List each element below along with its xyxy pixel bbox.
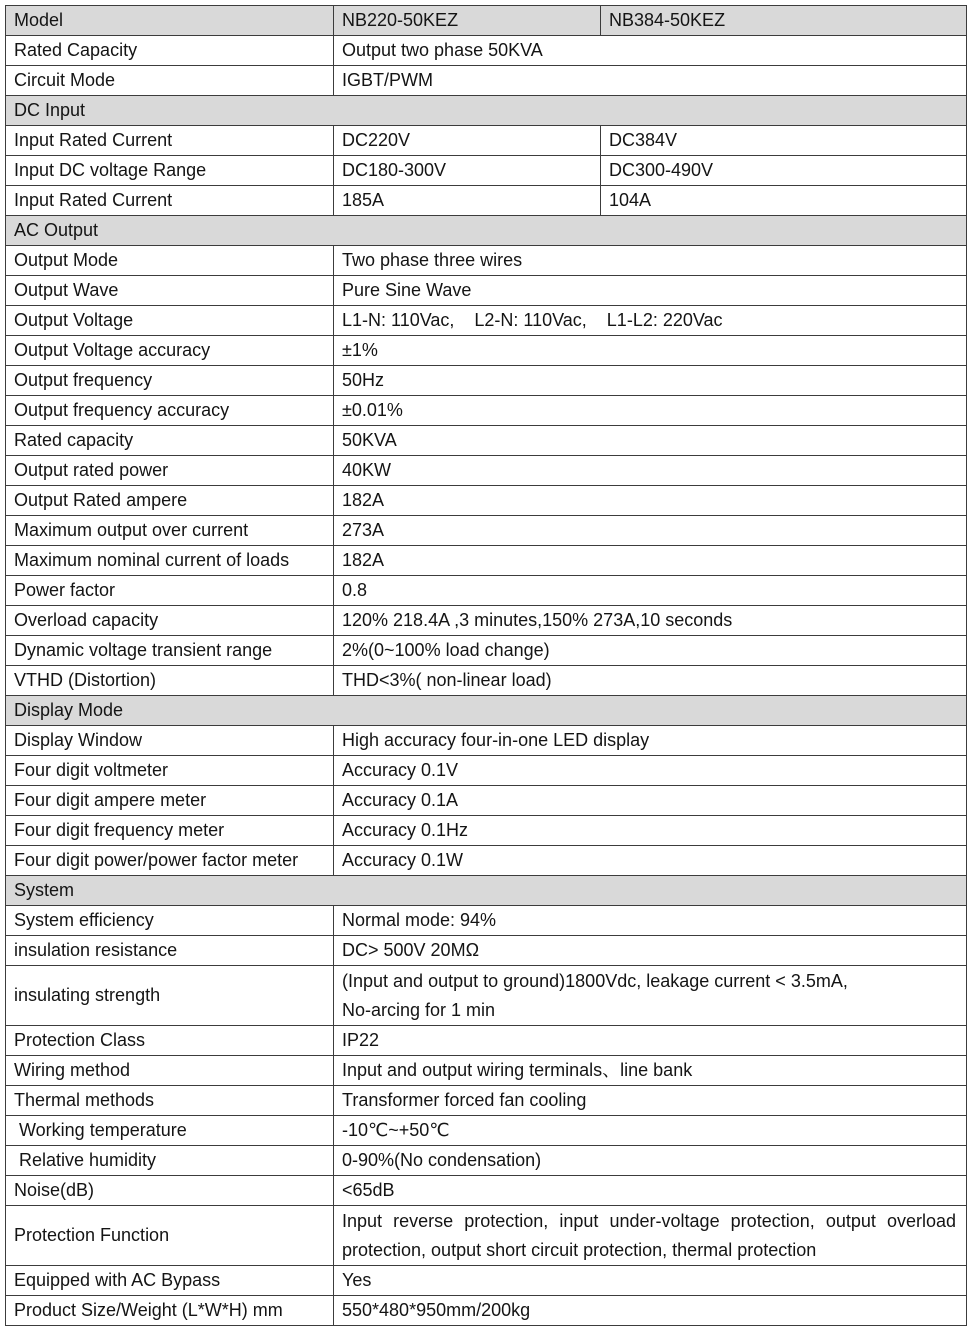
- spec-label: Wiring method: [6, 1056, 334, 1086]
- spec-value: Input reverse protection, input under-voltage protection, output overload protection, output short circuit protection, thermal protection: [334, 1206, 967, 1266]
- spec-row-product-size-weight-l-w-h-mm: [6, 1296, 967, 1326]
- spec-label: Four digit voltmeter: [6, 756, 334, 786]
- model-label: Model: [6, 6, 334, 36]
- spec-label: Product Size/Weight (L*W*H) mm: [6, 1296, 334, 1326]
- spec-row-output-mode: [6, 246, 967, 276]
- spec-row-insulation-resistance: [6, 936, 967, 966]
- spec-label: Input Rated Current: [6, 126, 334, 156]
- spec-value: THD<3%( non-linear load): [334, 666, 967, 696]
- spec-row-output-voltage-accuracy: [6, 336, 967, 366]
- spec-value: <65dB: [334, 1176, 967, 1206]
- spec-label: Power factor: [6, 576, 334, 606]
- spec-label: Input DC voltage Range: [6, 156, 334, 186]
- spec-label: Input Rated Current: [6, 186, 334, 216]
- spec-label: Output Voltage accuracy: [6, 336, 334, 366]
- spec-label: Rated Capacity: [6, 36, 334, 66]
- spec-value: Transformer forced fan cooling: [334, 1086, 967, 1116]
- spec-label: Rated capacity: [6, 426, 334, 456]
- spec-label: Output frequency accuracy: [6, 396, 334, 426]
- model-nb384: NB384-50KEZ: [601, 6, 967, 36]
- spec-row-protection-function: [6, 1206, 967, 1266]
- spec-value: Accuracy 0.1W: [334, 846, 967, 876]
- spec-label: Output rated power: [6, 456, 334, 486]
- spec-value: IP22: [334, 1026, 967, 1056]
- spec-row-overload-capacity: [6, 606, 967, 636]
- model-nb220: NB220-50KEZ: [334, 6, 601, 36]
- spec-label: Equipped with AC Bypass: [6, 1266, 334, 1296]
- spec-value: ±1%: [334, 336, 967, 366]
- spec-label: Output Voltage: [6, 306, 334, 336]
- spec-row-input-dc-voltage-range: [6, 156, 967, 186]
- spec-value: Input and output wiring terminals、line bank: [334, 1056, 967, 1086]
- spec-row-thermal-methods: [6, 1086, 967, 1116]
- spec-value: IGBT/PWM: [334, 66, 967, 96]
- spec-value: Yes: [334, 1266, 967, 1296]
- spec-label: VTHD (Distortion): [6, 666, 334, 696]
- spec-table-head: [6, 6, 967, 36]
- spec-label: Four digit frequency meter: [6, 816, 334, 846]
- spec-row-system-efficiency: [6, 906, 967, 936]
- spec-value: High accuracy four-in-one LED display: [334, 726, 967, 756]
- spec-value: [334, 966, 967, 1026]
- spec-value: Two phase three wires: [334, 246, 967, 276]
- spec-row-protection-class: [6, 1026, 967, 1056]
- spec-label: Output frequency: [6, 366, 334, 396]
- spec-row-maximum-nominal-current-of-loads: [6, 546, 967, 576]
- spec-label: Protection Function: [6, 1206, 334, 1266]
- spec-value: 0-90%(No condensation): [334, 1146, 967, 1176]
- spec-label: Output Wave: [6, 276, 334, 306]
- spec-value: 120% 218.4A ,3 minutes,150% 273A,10 seconds: [334, 606, 967, 636]
- spec-label: Dynamic voltage transient range: [6, 636, 334, 666]
- spec-row-output-rated-power: [6, 456, 967, 486]
- spec-value: 0.8: [334, 576, 967, 606]
- spec-row-display-window: [6, 726, 967, 756]
- spec-label: Overload capacity: [6, 606, 334, 636]
- spec-label: Output Rated ampere: [6, 486, 334, 516]
- spec-value: 182A: [334, 546, 967, 576]
- spec-value: 50KVA: [334, 426, 967, 456]
- spec-value: L1-N: 110Vac, L2-N: 110Vac, L1-L2: 220Vac: [334, 306, 967, 336]
- spec-value: Accuracy 0.1Hz: [334, 816, 967, 846]
- spec-row-four-digit-voltmeter: [6, 756, 967, 786]
- spec-row-output-voltage: [6, 306, 967, 336]
- spec-row-input-rated-current: [6, 126, 967, 156]
- spec-row-output-rated-ampere: [6, 486, 967, 516]
- spec-label: Circuit Mode: [6, 66, 334, 96]
- spec-label: Four digit power/power factor meter: [6, 846, 334, 876]
- spec-value: -10℃~+50℃: [334, 1116, 967, 1146]
- spec-label: Maximum nominal current of loads: [6, 546, 334, 576]
- spec-value: Output two phase 50KVA: [334, 36, 967, 66]
- spec-value: 40KW: [334, 456, 967, 486]
- spec-row-vthd-distortion: [6, 666, 967, 696]
- spec-row-output-wave: [6, 276, 967, 306]
- spec-value: ±0.01%: [334, 396, 967, 426]
- section-row-display-mode: [6, 696, 967, 726]
- section-row-ac-output: [6, 216, 967, 246]
- spec-value: 273A: [334, 516, 967, 546]
- spec-value-nb384: 104A: [601, 186, 967, 216]
- spec-label: Working temperature: [6, 1116, 334, 1146]
- section-row-system: [6, 876, 967, 906]
- section-title: DC Input: [6, 96, 967, 126]
- spec-value: Normal mode: 94%: [334, 906, 967, 936]
- section-title: System: [6, 876, 967, 906]
- spec-value: Accuracy 0.1V: [334, 756, 967, 786]
- spec-label: insulating strength: [6, 966, 334, 1026]
- spec-label: Thermal methods: [6, 1086, 334, 1116]
- spec-row-four-digit-ampere-meter: [6, 786, 967, 816]
- spec-row-wiring-method: [6, 1056, 967, 1086]
- spec-label: Noise(dB): [6, 1176, 334, 1206]
- spec-row-input-rated-current: [6, 186, 967, 216]
- spec-value-nb384: DC384V: [601, 126, 967, 156]
- spec-row-output-frequency: [6, 366, 967, 396]
- spec-row-relative-humidity: [6, 1146, 967, 1176]
- spec-row-rated-capacity: [6, 36, 967, 66]
- spec-value: DC> 500V 20MΩ: [334, 936, 967, 966]
- section-title: AC Output: [6, 216, 967, 246]
- spec-value: 50Hz: [334, 366, 967, 396]
- spec-row-four-digit-power-power-factor-meter: [6, 846, 967, 876]
- spec-value-nb220: DC220V: [334, 126, 601, 156]
- spec-value: 182A: [334, 486, 967, 516]
- spec-value: Accuracy 0.1A: [334, 786, 967, 816]
- spec-row-insulating-strength: [6, 966, 967, 1026]
- spec-row-circuit-mode: [6, 66, 967, 96]
- spec-table-body: [6, 36, 967, 1326]
- spec-value-nb220: 185A: [334, 186, 601, 216]
- spec-row-output-frequency-accuracy: [6, 396, 967, 426]
- spec-value: 550*480*950mm/200kg: [334, 1296, 967, 1326]
- spec-label: Four digit ampere meter: [6, 786, 334, 816]
- spec-row-noise-db: [6, 1176, 967, 1206]
- spec-value-line: (Input and output to ground)1800Vdc, leakage current < 3.5mA,: [342, 970, 848, 991]
- spec-value-line: No-arcing for 1 min: [342, 999, 496, 1020]
- spec-table: [5, 5, 967, 1326]
- spec-row-power-factor: [6, 576, 967, 606]
- spec-row-rated-capacity: [6, 426, 967, 456]
- spec-row-maximum-output-over-current: [6, 516, 967, 546]
- spec-row-dynamic-voltage-transient-range: [6, 636, 967, 666]
- spec-label: Relative humidity: [6, 1146, 334, 1176]
- spec-label: Output Mode: [6, 246, 334, 276]
- spec-row-equipped-with-ac-bypass: [6, 1266, 967, 1296]
- spec-label: Display Window: [6, 726, 334, 756]
- spec-row-four-digit-frequency-meter: [6, 816, 967, 846]
- spec-label: Maximum output over current: [6, 516, 334, 546]
- section-row-dc-input: [6, 96, 967, 126]
- model-header-row: [6, 6, 967, 36]
- spec-row-working-temperature: [6, 1116, 967, 1146]
- spec-label: System efficiency: [6, 906, 334, 936]
- spec-value-nb384: DC300-490V: [601, 156, 967, 186]
- spec-label: insulation resistance: [6, 936, 334, 966]
- spec-value-nb220: DC180-300V: [334, 156, 601, 186]
- spec-value: 2%(0~100% load change): [334, 636, 967, 666]
- section-title: Display Mode: [6, 696, 967, 726]
- spec-label: Protection Class: [6, 1026, 334, 1056]
- spec-value: Pure Sine Wave: [334, 276, 967, 306]
